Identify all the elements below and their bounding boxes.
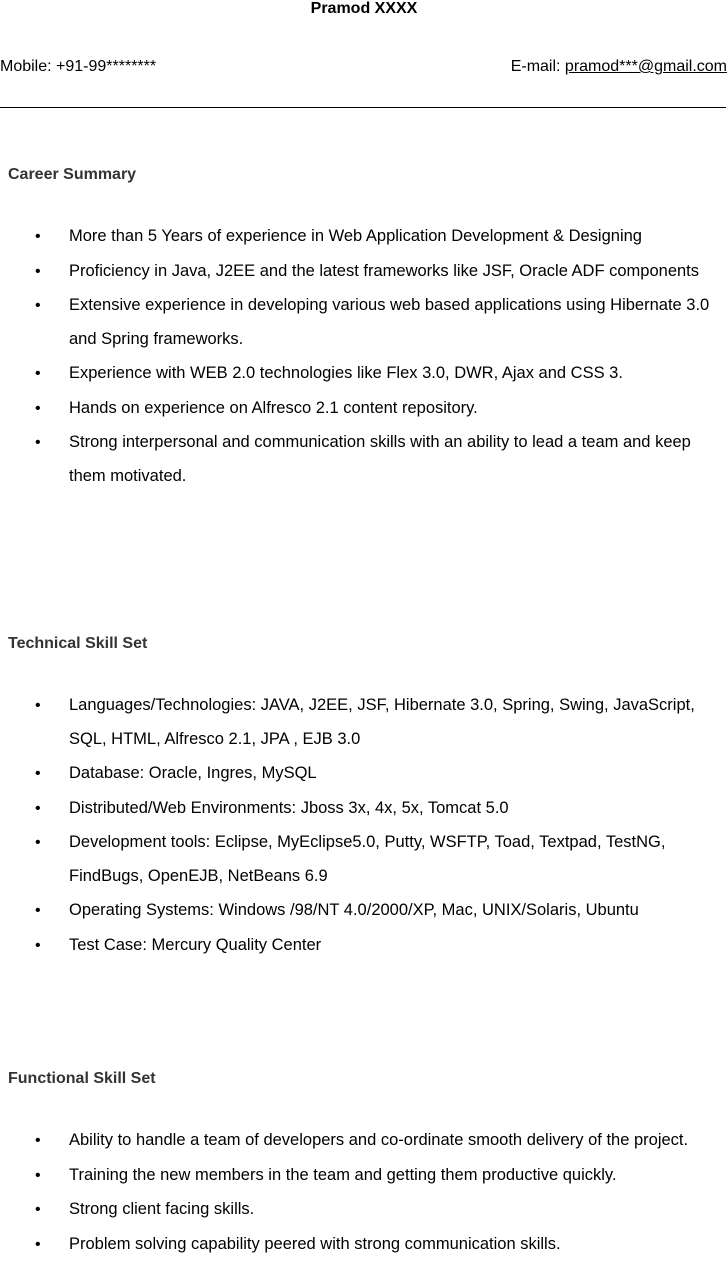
header-divider <box>0 107 726 108</box>
list-item-text: Hands on experience on Alfresco 2.1 content repository. <box>69 398 478 417</box>
list-item-text: Development tools: Eclipse, MyEclipse5.0, Putty, WSFTP, Toad, Textpad, TestNG, FindBugs, OpenEJB, NetBeans 6.9 <box>69 833 666 885</box>
bullet-icon: • <box>35 765 41 782</box>
list-item-text: Test Case: Mercury Quality Center <box>69 935 322 954</box>
list-item-text: Experience with WEB 2.0 technologies like Flex 3.0, DWR, Ajax and CSS 3. <box>69 364 623 382</box>
bullet-icon: • <box>35 902 41 919</box>
list-item <box>0 289 728 356</box>
list-item <box>0 1124 728 1158</box>
list-item-text: Operating Systems: Windows /98/NT 4.0/2000/XP, Mac, UNIX/Solaris, Ubuntu <box>69 901 639 919</box>
list-item <box>0 929 728 963</box>
bullet-icon: • <box>35 1235 41 1253</box>
list-item <box>0 426 728 493</box>
list-item-text: Languages/Technologies: JAVA, J2EE, JSF, Hibernate 3.0, Spring, Swing, JavaScript, SQL, HTML, Alfresco 2.1, JPA , EJB 3.0 <box>69 696 695 748</box>
list-item <box>0 392 728 426</box>
bullet-icon: • <box>35 399 41 417</box>
list-item <box>0 757 728 791</box>
bullet-icon: • <box>35 262 41 280</box>
section-title-functional-skills: Functional Skill Set <box>8 1070 156 1087</box>
list-item-text: Distributed/Web Environments: Jboss 3x, 4x, 5x, Tomcat 5.0 <box>69 798 509 817</box>
list-item-text: Extensive experience in developing various web based applications using Hibernate 3.0 and Spring frameworks. <box>69 296 710 348</box>
functional-skills-list <box>0 1124 728 1262</box>
section-title-technical-skills: Technical Skill Set <box>8 635 148 652</box>
email-contact <box>511 56 727 78</box>
list-item-text: Strong client facing skills. <box>69 1200 255 1218</box>
section-title-career-summary: Career Summary <box>8 166 137 183</box>
bullet-icon: • <box>35 1132 41 1149</box>
list-item <box>0 1159 728 1193</box>
list-item-text: Training the new members in the team and getting them productive quickly. <box>69 1165 617 1184</box>
list-item-text: Strong interpersonal and communication skills with an ability to lead a team and keep them motivated. <box>69 433 691 485</box>
list-item <box>0 255 728 289</box>
list-item <box>0 792 728 826</box>
bullet-icon: • <box>35 228 41 245</box>
email-link[interactable]: pramod***@gmail.com <box>564 58 727 75</box>
bullet-icon: • <box>35 434 41 451</box>
list-item <box>0 220 728 254</box>
list-item-text: Problem solving capability peered with strong communication skills. <box>69 1234 561 1253</box>
bullet-icon: • <box>35 936 41 954</box>
list-item-text: Ability to handle a team of developers and co-ordinate smooth delivery of the project. <box>69 1131 689 1149</box>
bullet-icon: • <box>35 834 41 851</box>
candidate-name: Pramod XXXX <box>310 0 418 17</box>
list-item <box>0 357 728 391</box>
bullet-icon: • <box>35 1166 41 1184</box>
bullet-icon: • <box>35 799 41 817</box>
career-summary-list <box>0 220 728 494</box>
list-item <box>0 1228 728 1262</box>
bullet-icon: • <box>35 1201 41 1218</box>
technical-skills-list <box>0 689 728 963</box>
list-item-text: Proficiency in Java, J2EE and the latest frameworks like JSF, Oracle ADF components <box>69 261 700 280</box>
list-item <box>0 826 728 893</box>
email-label: E-mail: <box>510 58 565 75</box>
list-item <box>0 689 728 756</box>
list-item-text: Database: Oracle, Ingres, MySQL <box>69 764 317 782</box>
bullet-icon: • <box>35 297 41 314</box>
mobile-number: Mobile: +91-99******** <box>0 58 157 75</box>
list-item <box>0 1193 728 1227</box>
bullet-icon: • <box>35 697 41 714</box>
list-item <box>0 894 728 928</box>
list-item-text: More than 5 Years of experience in Web Application Development & Designing <box>69 227 642 245</box>
bullet-icon: • <box>35 365 41 382</box>
